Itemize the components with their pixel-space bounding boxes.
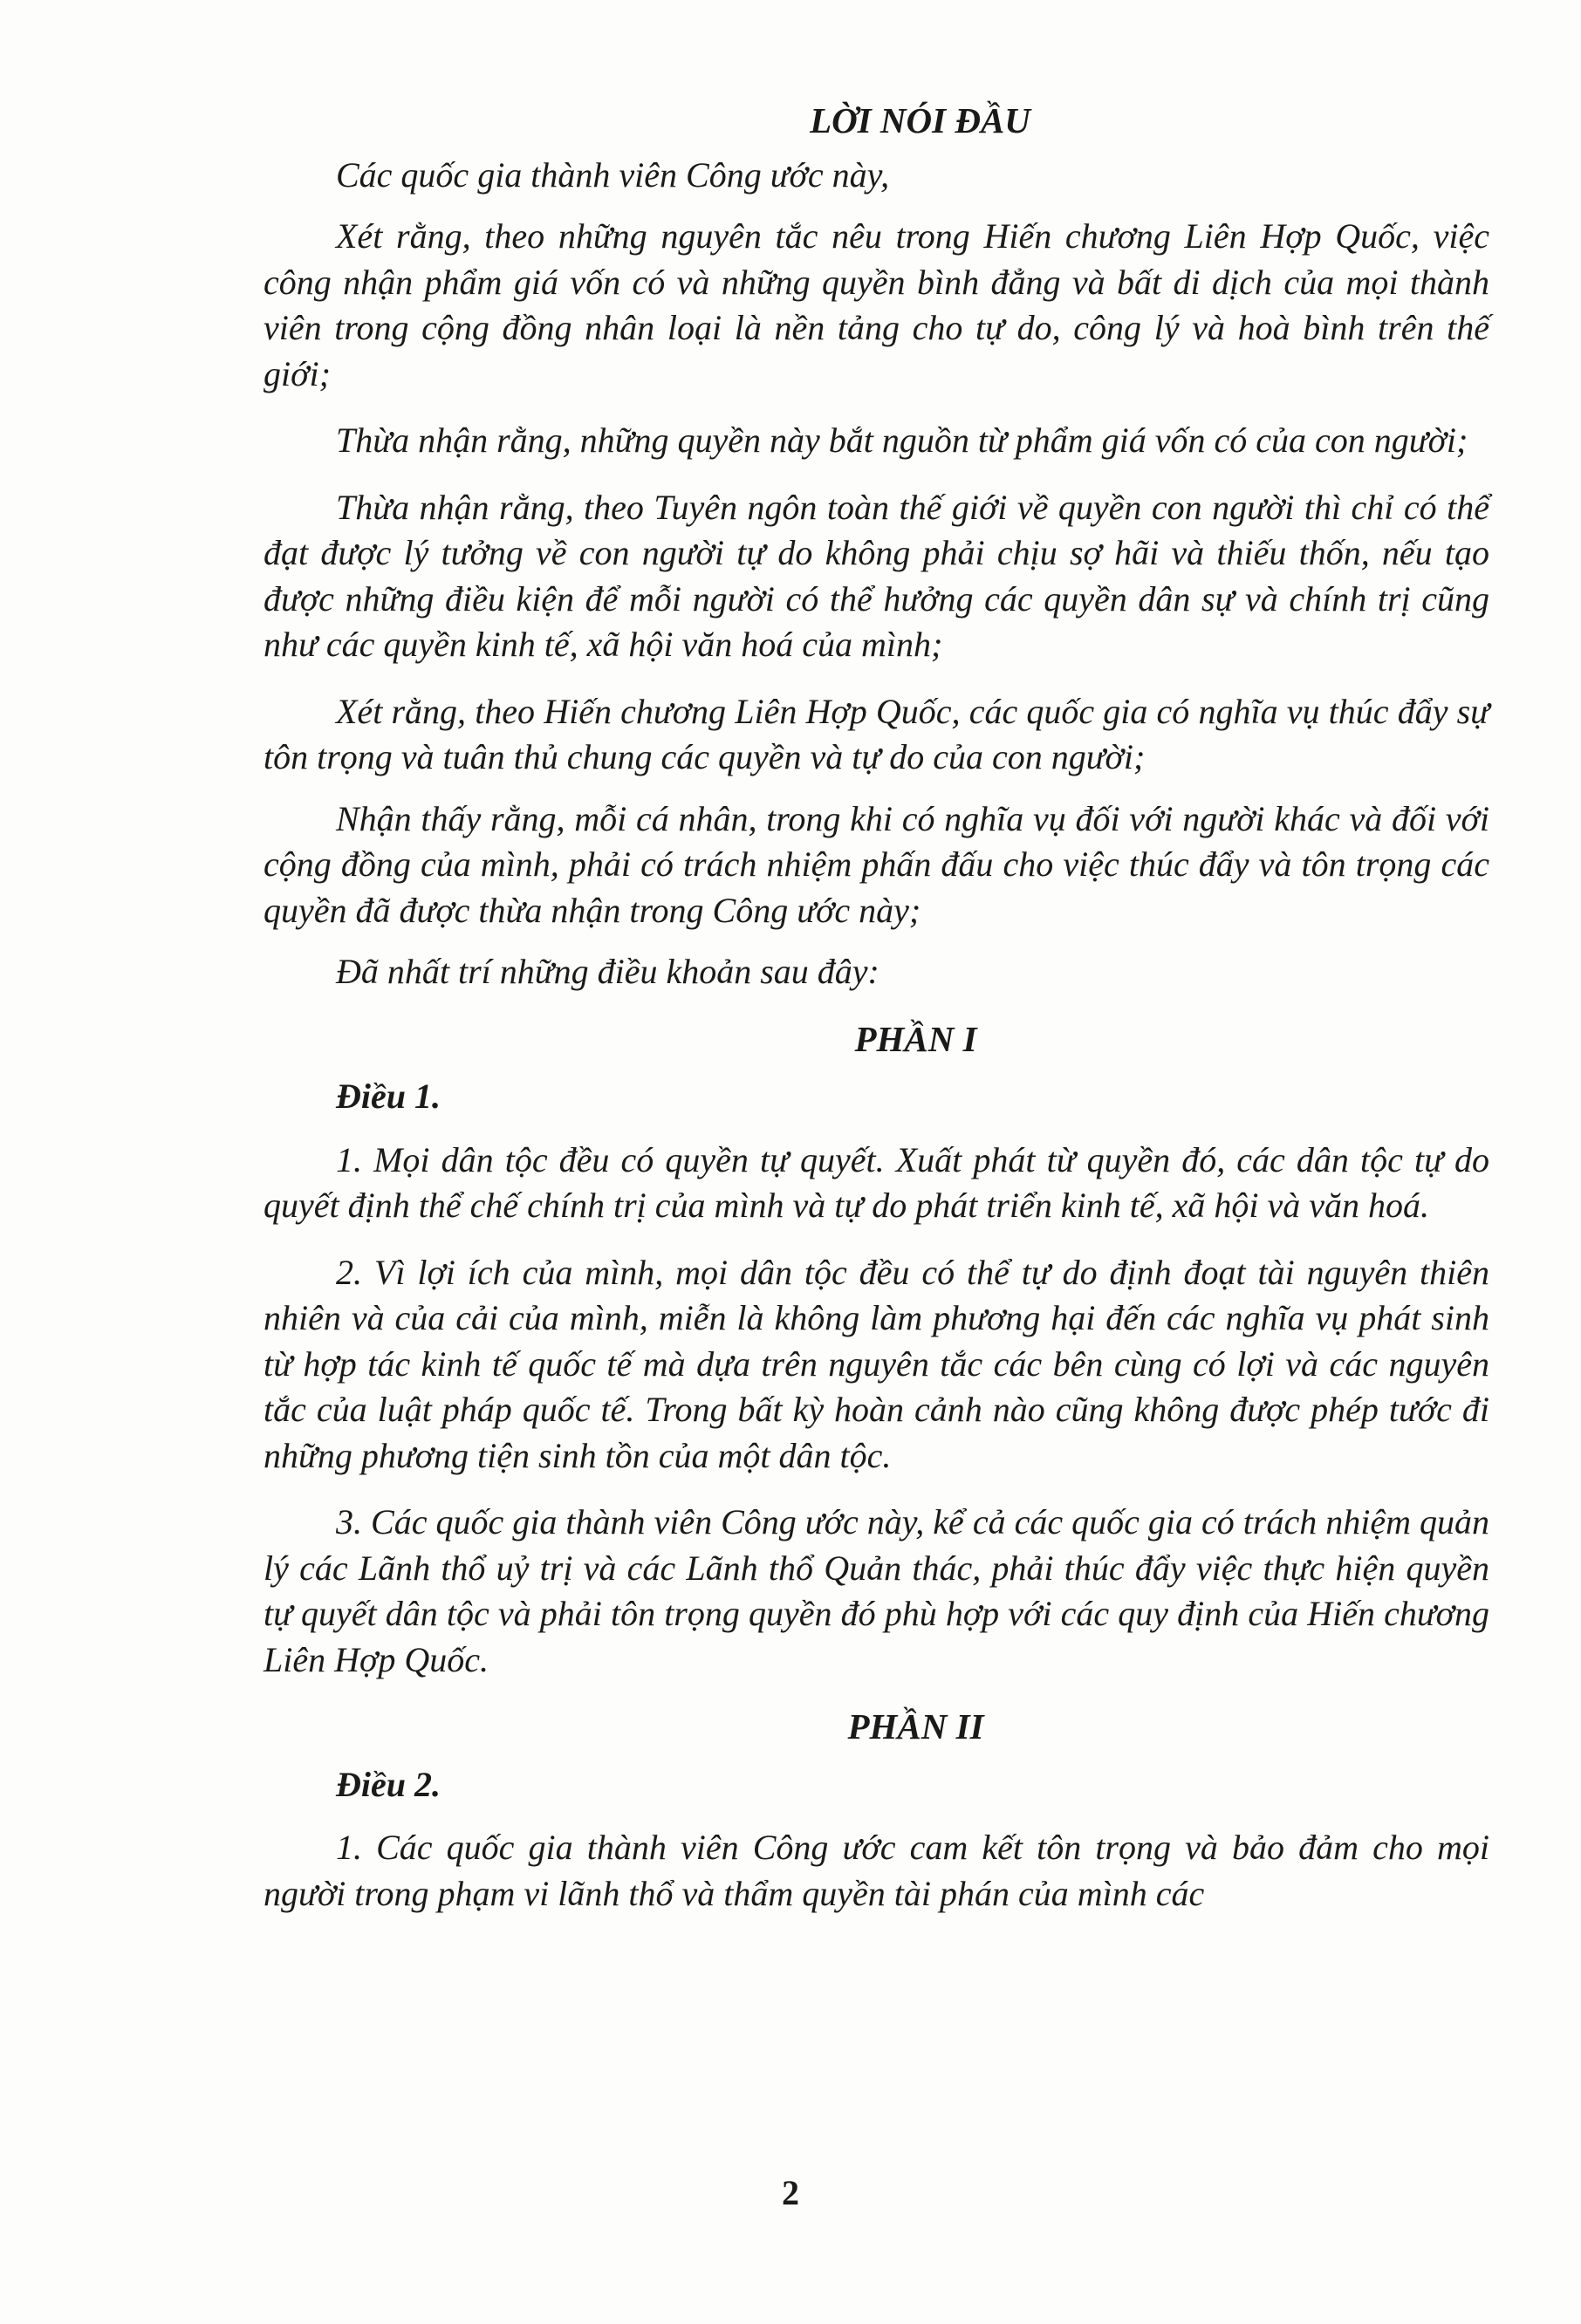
article-1-clause: 3. Các quốc gia thành viên Công ước này, kể cả các quốc gia có trách nhiệm quản lý các Lãnh thổ uỷ trị và các Lãnh thổ Quản thác, phải thúc đẩy việc thực hiện quyền tự quyết dân tộc và phải tôn trọng quyền đó phù hợp với các quy định của Hiến chương Liên Hợp Quốc. (264, 1502, 1489, 1679)
preamble-paragraph: Thừa nhận rằng, những quyền này bắt nguồn từ phẩm giá vốn có của con người; (336, 420, 1468, 460)
article-1-heading: Điều 1. (336, 1077, 441, 1116)
article-2-clause: 1. Các quốc gia thành viên Công ước cam kết tôn trọng và bảo đảm cho mọi người trong phạm vi lãnh thổ và thẩm quyền tài phán của mình các (264, 1828, 1489, 1913)
preamble-paragraph: Xét rằng, theo Hiến chương Liên Hợp Quốc, các quốc gia có nghĩa vụ thúc đẩy sự tôn trọng và tuân thủ chung các quyền và tự do của con người; (264, 691, 1489, 776)
preamble-title: LỜI NÓI ĐẦU (810, 100, 1030, 140)
page-number: 2 (782, 2173, 799, 2212)
preamble-paragraph: Các quốc gia thành viên Công ước này, (336, 154, 890, 195)
preamble-paragraph: Xét rằng, theo những nguyên tắc nêu trong Hiến chương Liên Hợp Quốc, việc công nhận phẩm giá vốn có và những quyền bình đẳng và bất di dịch của mọi thành viên trong cộng đồng nhân loại là nền tảng cho tự do, công lý và hoà bình trên thế giới; (264, 216, 1489, 393)
article-1-clause: 1. Mọi dân tộc đều có quyền tự quyết. Xuất phát từ quyền đó, các dân tộc tự do quyết định thể chế chính trị của mình và tự do phát triển kinh tế, xã hội và văn hoá. (264, 1139, 1489, 1225)
article-1-clause: 2. Vì lợi ích của mình, mọi dân tộc đều có thể tự do định đoạt tài nguyên thiên nhiên và của cải của mình, miễn là không làm phương hại đến các nghĩa vụ phát sinh từ hợp tác kinh tế quốc tế mà dựa trên nguyên tắc các bên cùng có lợi và các nguyên tắc của luật pháp quốc tế. Trong bất kỳ hoàn cảnh nào cũng không được phép tước đi những phương tiện sinh tồn của một dân tộc. (264, 1252, 1489, 1475)
part-2-title: PHẦN II (847, 1706, 984, 1746)
preamble-paragraph: Đã nhất trí những điều khoản sau đây: (336, 952, 879, 991)
document-body (264, 98, 1489, 1938)
preamble-paragraph: Nhận thấy rằng, mỗi cá nhân, trong khi có nghĩa vụ đối với người khác và đối với cộng đồng của mình, phải có trách nhiệm phấn đấu cho việc thúc đẩy và tôn trọng các quyền đã được thừa nhận trong Công ước này; (264, 798, 1489, 930)
article-2-heading: Điều 2. (336, 1764, 441, 1804)
preamble-paragraph: Thừa nhận rằng, theo Tuyên ngôn toàn thế giới về quyền con người thì chỉ có thể đạt được lý tưởng về con người tự do không phải chịu sợ hãi và thiếu thốn, nếu tạo được những điều kiện để mỗi người có thể hưởng các quyền dân sự và chính trị cũng như các quyền kinh tế, xã hội văn hoá của mình; (264, 487, 1489, 664)
part-1-title: PHẦN I (854, 1018, 977, 1059)
